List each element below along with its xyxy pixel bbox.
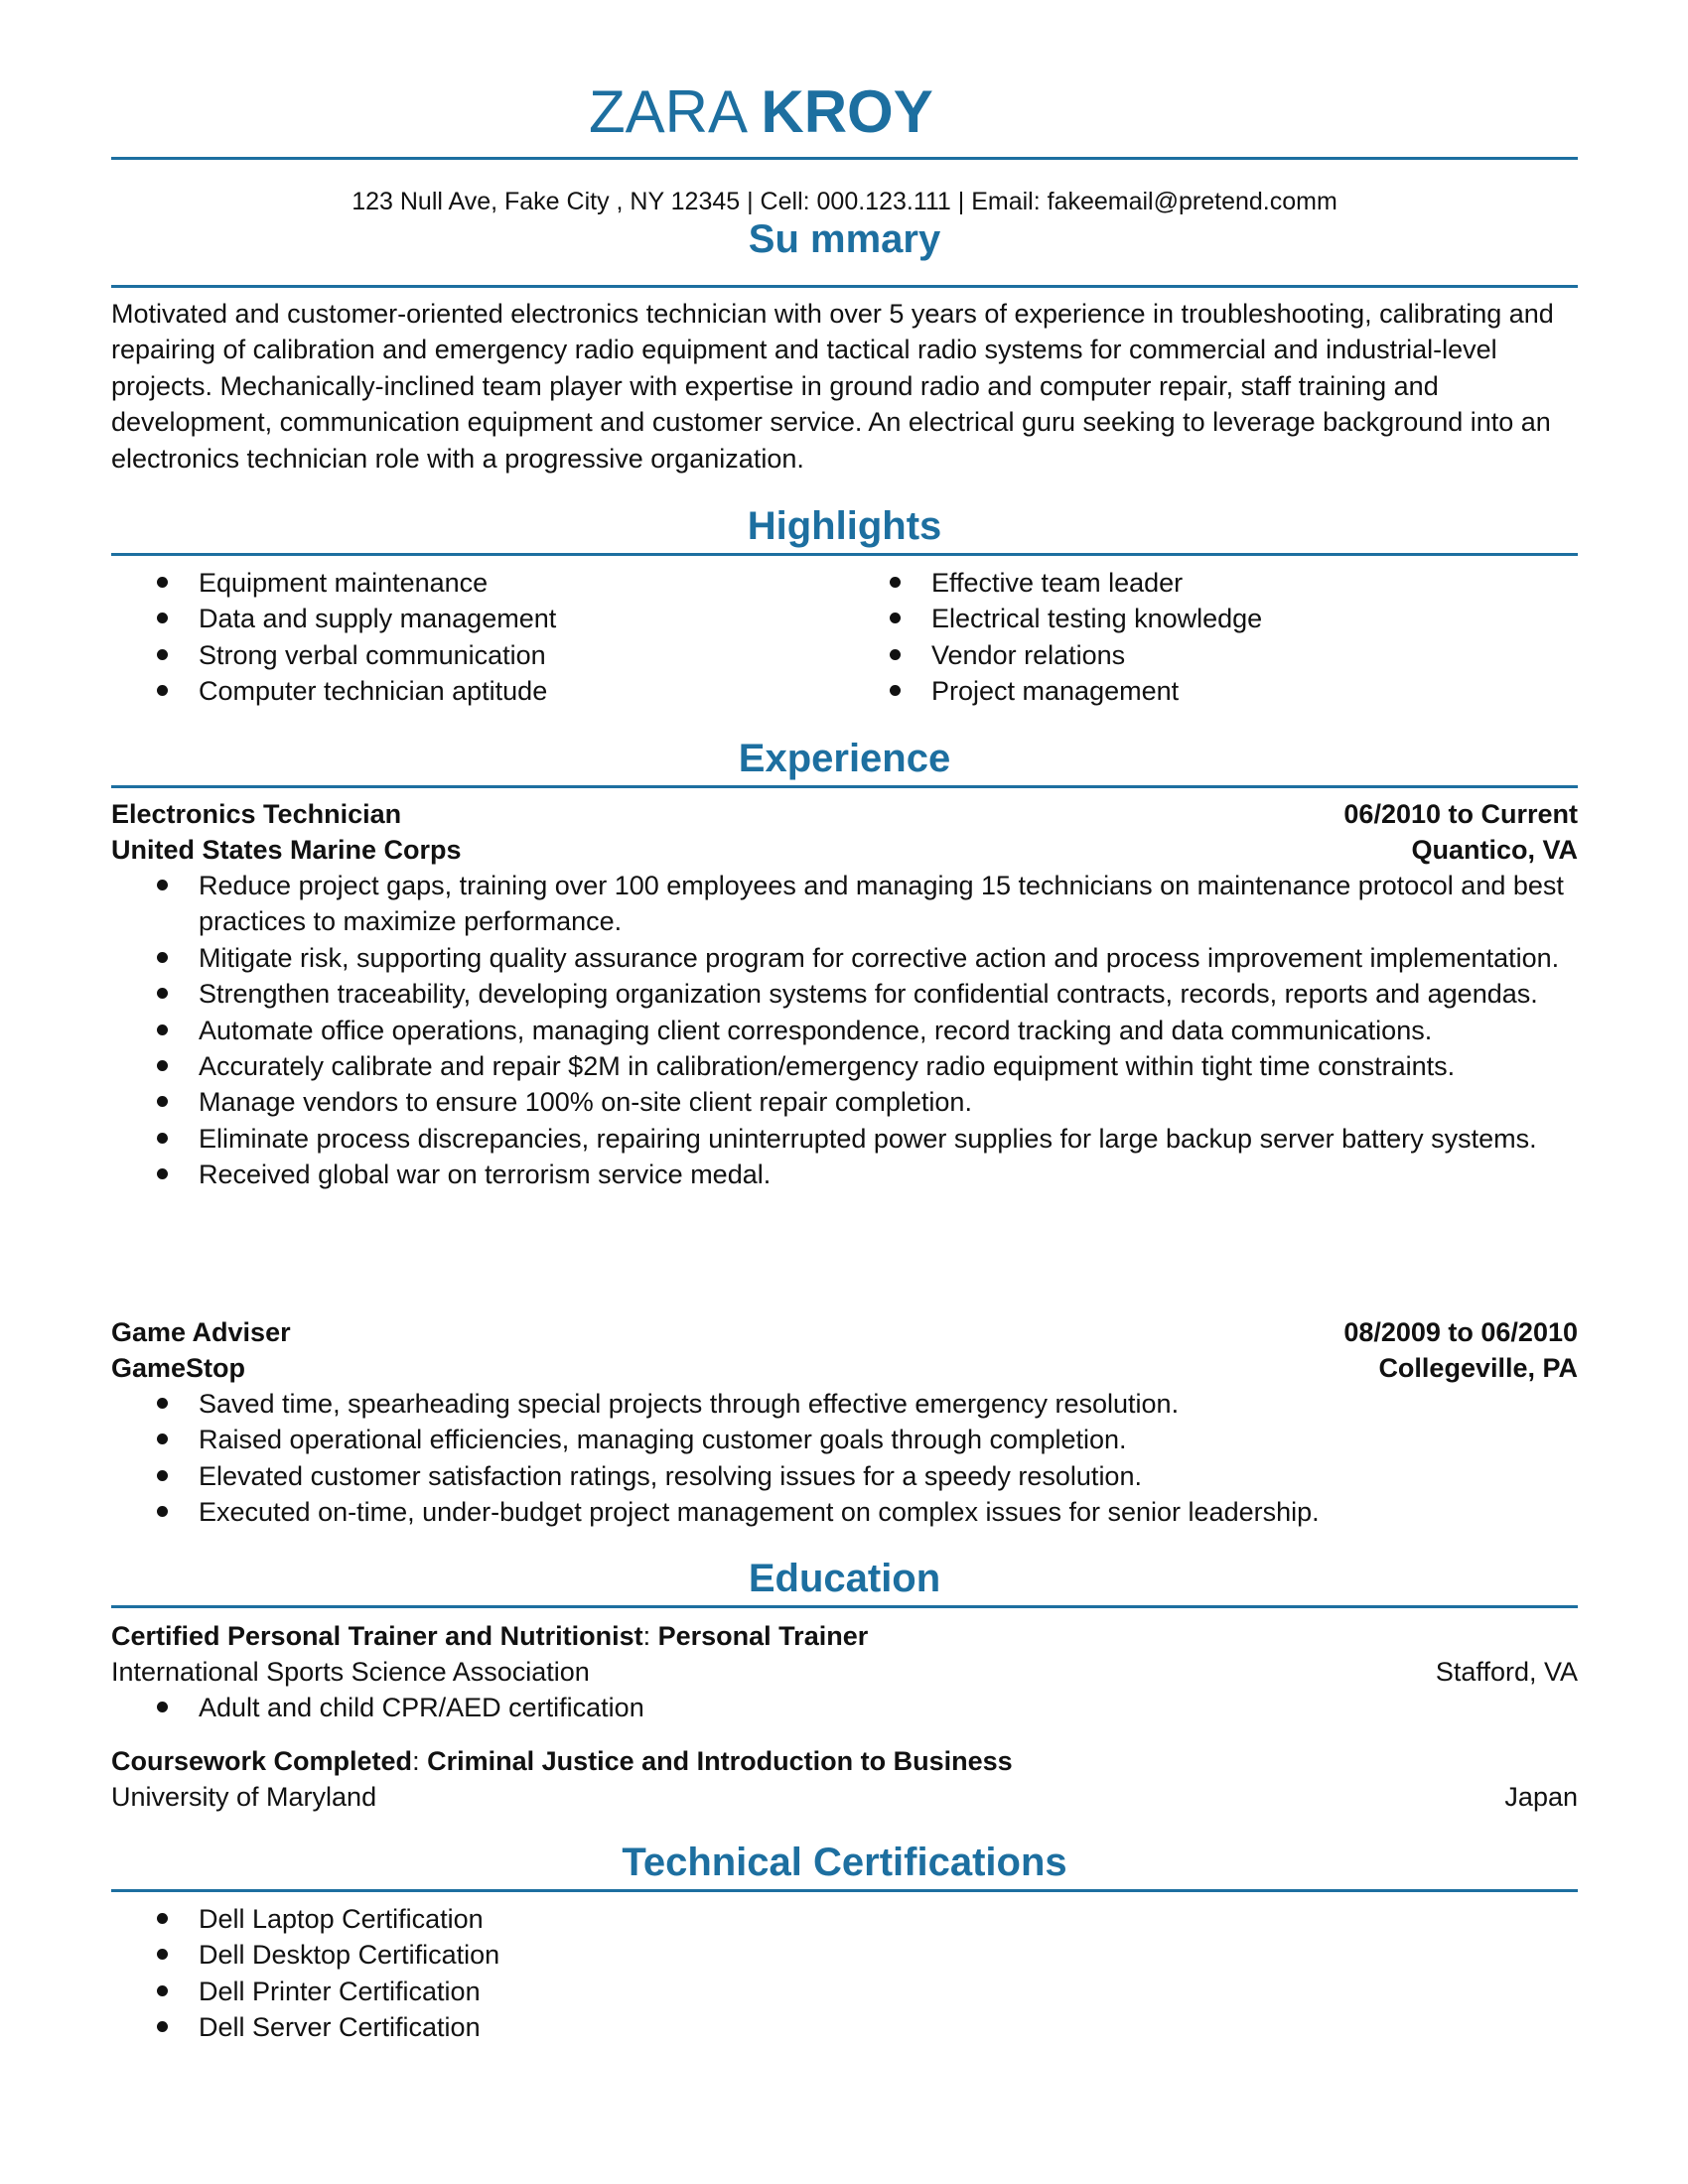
list-item: Dell Printer Certification <box>111 1974 1578 2009</box>
job-dates: 08/2009 to 06/2010 <box>1343 1317 1578 1347</box>
education-location: Japan <box>1504 1782 1578 1812</box>
candidate-name <box>589 77 933 147</box>
list-item: Vendor relations <box>844 637 1539 673</box>
list-item: Elevated customer satisfaction ratings, resolving issues for a speedy resolution. <box>111 1458 1578 1494</box>
certifications-list <box>111 1901 1578 2046</box>
education-location: Stafford, VA <box>1435 1657 1578 1687</box>
list-item: Dell Desktop Certification <box>111 1937 1578 1973</box>
job-title: Electronics Technician <box>111 799 402 829</box>
list-item: Dell Server Certification <box>111 2009 1578 2045</box>
list-item: Equipment maintenance <box>111 565 806 601</box>
education-school: International Sports Science Association <box>111 1657 590 1687</box>
list-item: Data and supply management <box>111 601 806 636</box>
education-bullets <box>111 1690 1578 1725</box>
last-name: KROY <box>761 78 933 145</box>
job-location: Quantico, VA <box>1411 835 1578 865</box>
list-item: Eliminate process discrepancies, repairing uninterrupted power supplies for large backup server battery systems. <box>111 1121 1578 1157</box>
job-company: GameStop <box>111 1353 246 1383</box>
education-degree: Certified Personal Trainer and Nutritionist <box>111 1621 643 1651</box>
list-item: Manage vendors to ensure 100% on-site client repair completion. <box>111 1084 1578 1120</box>
list-item: Project management <box>844 673 1539 709</box>
list-item: Computer technician aptitude <box>111 673 806 709</box>
summary-text: Motivated and customer-oriented electronics technician with over 5 years of experience in troubleshooting, calibrating and repairing of calibration and emergency radio equipment and tactical radio systems for commercial and industrial-level projects. Mechanically-inclined team player with expertise in ground radio and computer repair, staff training and development, communication equipment and customer service. An electrical guru seeking to leverage background into an electronics technician role with a progressive organization. <box>111 299 1554 474</box>
education-degree-line <box>111 1743 1013 1779</box>
education-field: Personal Trainer <box>650 1621 869 1651</box>
contact-line: 123 Null Ave, Fake City , NY 12345 | Cell: 000.123.111 | Email: fakeemail@pretend.comm <box>352 188 1337 215</box>
list-item: Saved time, spearheading special projects through effective emergency resolution. <box>111 1386 1578 1422</box>
list-item: Automate office operations, managing client correspondence, record tracking and data communications. <box>111 1013 1578 1048</box>
list-item: Raised operational efficiencies, managing customer goals through completion. <box>111 1422 1578 1457</box>
certifications-heading: Technical Certifications <box>622 1841 1067 1884</box>
education-degree: Coursework Completed <box>111 1746 413 1776</box>
job-title: Game Adviser <box>111 1317 291 1347</box>
list-item: Reduce project gaps, training over 100 employees and managing 15 technicians on maintenance protocol and best practices to maximize performance. <box>111 868 1578 940</box>
list-item: Dell Laptop Certification <box>111 1901 1578 1937</box>
summary-heading: Su mmary <box>748 217 941 261</box>
highlights-heading: Highlights <box>747 504 942 548</box>
list-item: Effective team leader <box>844 565 1539 601</box>
job-company: United States Marine Corps <box>111 835 462 865</box>
education-separator: : <box>412 1746 420 1776</box>
education-field: Criminal Justice and Introduction to Business <box>419 1746 1013 1776</box>
education-degree-line <box>111 1618 868 1654</box>
education-heading: Education <box>748 1557 941 1600</box>
list-item: Adult and child CPR/AED certification <box>111 1690 1578 1725</box>
experience-rule <box>111 785 1578 788</box>
highlights-left-list <box>111 565 806 710</box>
list-item: Mitigate risk, supporting quality assurance program for corrective action and process improvement implementation. <box>111 940 1578 976</box>
first-name: ZARA <box>589 78 745 145</box>
highlights-right-list <box>844 565 1539 710</box>
job-dates: 06/2010 to Current <box>1343 799 1578 829</box>
education-school: University of Maryland <box>111 1782 377 1812</box>
list-item: Electrical testing knowledge <box>844 601 1539 636</box>
highlights-rule <box>111 553 1578 556</box>
education-rule <box>111 1605 1578 1608</box>
list-item: Strong verbal communication <box>111 637 806 673</box>
education-separator: : <box>642 1621 651 1651</box>
summary-rule <box>111 285 1578 288</box>
list-item: Strengthen traceability, developing organization systems for confidential contracts, records, reports and agendas. <box>111 976 1578 1012</box>
list-item: Executed on-time, under-budget project management on complex issues for senior leadership. <box>111 1494 1578 1530</box>
certifications-rule <box>111 1889 1578 1892</box>
header-rule <box>111 157 1578 160</box>
job-bullets <box>111 868 1578 1193</box>
job-location: Collegeville, PA <box>1378 1353 1578 1383</box>
list-item: Received global war on terrorism service medal. <box>111 1157 1578 1192</box>
list-item: Accurately calibrate and repair $2M in calibration/emergency radio equipment within tight time constraints. <box>111 1048 1578 1084</box>
job-bullets <box>111 1386 1578 1531</box>
experience-heading: Experience <box>738 737 951 780</box>
